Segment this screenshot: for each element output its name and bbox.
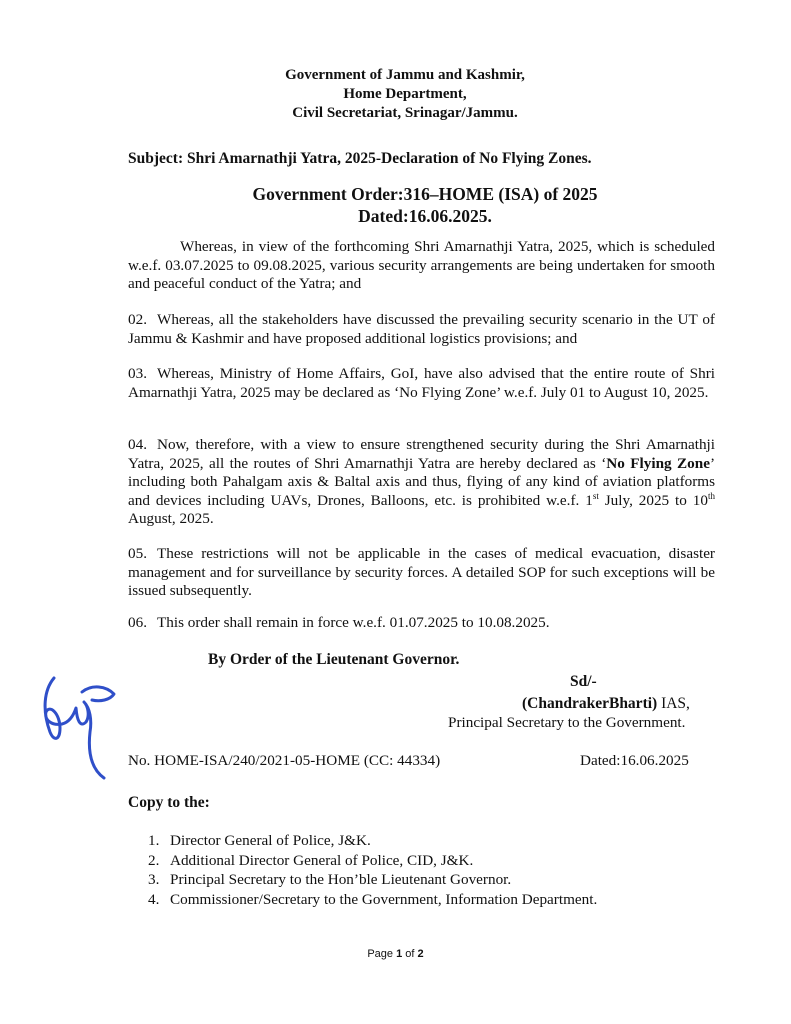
copy-to-heading: Copy to the: xyxy=(128,794,210,811)
page-of-label: of xyxy=(402,948,418,960)
order-title: Government Order:316–HOME (ISA) of 2025 xyxy=(252,184,598,204)
reference-date: Dated:16.06.2025 xyxy=(580,752,689,769)
ordinal-superscript: th xyxy=(707,490,715,501)
paragraph-04 xyxy=(128,436,715,529)
signer-title: Principal Secretary to the Government. xyxy=(448,714,686,731)
paragraph-06 xyxy=(128,614,715,633)
signature-stroke xyxy=(82,687,114,701)
paragraph-text: This order shall remain in force w.e.f. 01.07.2025 to 10.08.2025. xyxy=(156,614,550,631)
paragraph-text: August, 2025. xyxy=(128,510,214,527)
list-item-number: 2. xyxy=(148,851,160,869)
list-item-text: Commissioner/Secretary to the Government, Information Department. xyxy=(170,890,598,908)
list-item-number: 3. xyxy=(148,871,160,888)
paragraph-text: ’ including both Pahalgam axis & Baltal axis and thus, flying of any kind of aviation platforms and devices including UAVs, Drones, Balloons, etc. is prohibited w.e.f. 1 xyxy=(128,454,716,509)
paragraph-number: 05. xyxy=(128,545,147,562)
page-label: Page xyxy=(367,948,397,960)
paragraph-02 xyxy=(128,311,715,348)
paragraph-intro: Whereas, in view of the forthcoming Shri Amarnathji Yatra, 2025, which is scheduled w.e.f. 03.07.2025 to 09.08.2025, various security arrangements are being undertaken for smooth and peaceful conduct of the Yatra; and xyxy=(128,238,715,292)
reference-number: No. HOME-ISA/240/2021-05-HOME (CC: 44334) xyxy=(128,752,441,769)
signed-mark: Sd/- xyxy=(570,673,597,690)
signer-suffix: IAS, xyxy=(657,695,690,712)
order-date: Dated:16.06.2025. xyxy=(358,206,492,226)
page-footer xyxy=(0,948,791,960)
paragraph-text: July, 2025 to 10 xyxy=(598,491,708,509)
letterhead xyxy=(240,66,570,123)
letterhead-line-3: Civil Secretariat, Srinagar/Jammu. xyxy=(292,105,518,121)
letterhead-line-1: Government of Jammu and Kashmir, xyxy=(285,67,525,83)
handwritten-signature xyxy=(30,670,125,785)
list-item xyxy=(148,851,597,871)
by-order-line: By Order of the Lieutenant Governor. xyxy=(208,651,460,668)
paragraph-number: 06. xyxy=(128,614,147,631)
copy-to-list xyxy=(148,831,597,909)
paragraph-number: 04. xyxy=(128,436,147,453)
list-item xyxy=(148,870,597,890)
paragraph-text: Now, therefore, with a view to ensure strengthened security during the Shri Amarnathji Yatra, 2025, all the routes of Shri Amarnathji Yatra are hereby declared as ‘ xyxy=(128,436,715,472)
no-flying-zone-emphasis: No Flying Zone xyxy=(606,454,710,472)
paragraph-text: These restrictions will not be applicable in the cases of medical evacuation, disaster management and for surveillance by security forces. A detailed SOP for such exceptions will be issued subsequently. xyxy=(128,545,715,599)
subject-line: Subject: Shri Amarnathji Yatra, 2025-Declaration of No Flying Zones. xyxy=(128,150,592,167)
paragraph-text: Whereas, Ministry of Home Affairs, GoI, have also advised that the entire route of Shri Amarnathji Yatra, 2025 may be declared as ‘No Flying Zone’ w.e.f. July 01 to August 10, 2025. xyxy=(128,365,715,401)
paragraph-number: 02. xyxy=(128,311,147,328)
list-item-text: Director General of Police, J&K. xyxy=(170,832,371,849)
paragraph-03 xyxy=(128,365,715,402)
total-pages: 2 xyxy=(417,948,424,960)
order-heading xyxy=(240,183,610,227)
signer-name-text: (ChandrakerBharti) xyxy=(522,695,658,712)
paragraph-05 xyxy=(128,545,715,601)
paragraph-number: 03. xyxy=(128,365,147,382)
current-page: 1 xyxy=(396,948,403,960)
list-item-number: 4. xyxy=(148,890,160,908)
letterhead-line-2: Home Department, xyxy=(343,86,467,102)
list-item xyxy=(148,831,597,851)
paragraph-text: Whereas, all the stakeholders have discussed the prevailing security scenario in the UT of Jammu & Kashmir and have proposed additional logistics provisions; and xyxy=(128,311,715,347)
signature-stroke xyxy=(45,678,104,778)
list-item-text: Additional Director General of Police, CID, J&K. xyxy=(170,851,474,869)
list-item xyxy=(148,890,597,910)
list-item-text: Principal Secretary to the Hon’ble Lieutenant Governor. xyxy=(170,871,512,888)
signer-name xyxy=(522,695,690,713)
list-item-number: 1. xyxy=(148,832,160,849)
ordinal-superscript: st xyxy=(592,490,599,501)
